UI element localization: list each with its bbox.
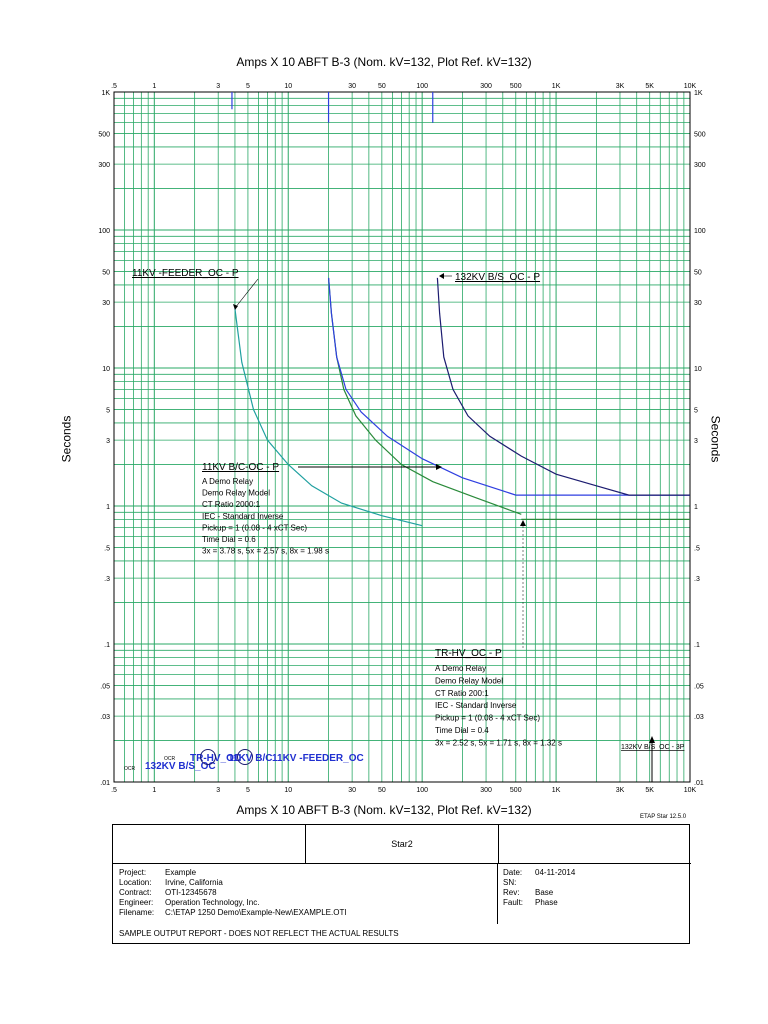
- y-tick-label-right: 3: [694, 438, 698, 446]
- x-tick-label-bottom: 1K: [551, 787, 561, 794]
- relay-bc-line: IEC - Standard Inverse: [202, 511, 284, 521]
- tb-row-project: Project: Example: [119, 868, 197, 877]
- y-tick-label-left: 10: [102, 366, 110, 373]
- chart-title-bottom: Amps X 10 ABFT B-3 (Nom. kV=132, Plot Ref. kV=132): [236, 803, 532, 817]
- x-tick-label-top: 30: [348, 83, 357, 90]
- title-block-revision-info: [503, 868, 575, 908]
- relay-tr-line: CT Ratio 200:1: [435, 688, 489, 698]
- x-tick-label-bottom: 500: [509, 787, 522, 794]
- y-tick-label-left: 3: [106, 438, 110, 446]
- y-tick-label-right: 1: [694, 504, 698, 511]
- x-tick-label-top: 1K: [551, 83, 561, 90]
- leader-arrow-132kv-bs: [439, 273, 444, 279]
- y-tick-label-right: .05: [694, 683, 704, 691]
- y-tick-label-left: 30: [102, 300, 110, 308]
- device-label-11kv-bc: 11KV B/C: [228, 753, 273, 764]
- chart-title-top: Amps X 10 ABFT B-3 (Nom. kV=132, Plot Ref. kV=132): [236, 55, 532, 69]
- ocr-tag: OCR: [124, 766, 136, 772]
- tb-row-date: Date: 04-11-2014: [503, 868, 576, 877]
- relay-bc-name: 11KV B/C-OC - P: [202, 462, 280, 473]
- leader-feeder: [235, 279, 258, 308]
- title-block: [112, 824, 690, 944]
- y-tick-label-right: 50: [694, 269, 702, 277]
- device-label-tr-hv: TR-HV_OC: [190, 753, 242, 764]
- x-tick-label-top: 10: [284, 83, 293, 90]
- title-block-project-info: [119, 868, 347, 918]
- x-tick-label-bottom: 50: [377, 787, 386, 794]
- tb-row-filename: Filename: C:\ETAP 1250 Demo\Example-New\EXAMPLE.OTI: [119, 908, 347, 917]
- y-tick-label-left: 1: [106, 504, 110, 511]
- x-tick-label-bottom: 10K: [683, 787, 697, 794]
- relay-tr-line: Pickup = 1 (0.08 - 4 xCT Sec): [435, 713, 541, 723]
- y-tick-label-right: 100: [694, 228, 706, 235]
- y-tick-label-left: .03: [100, 714, 110, 722]
- y-tick-label-left: 500: [98, 131, 110, 139]
- x-tick-label-top: .5: [111, 83, 117, 90]
- x-tick-label-top: 5K: [645, 83, 654, 90]
- y-tick-label-right: .3: [694, 576, 700, 584]
- title-block-cell-right: [498, 825, 691, 864]
- y-tick-label-right: 300: [694, 162, 706, 170]
- y-tick-label-left: 5: [106, 407, 110, 415]
- x-tick-label-top: 10K: [683, 83, 697, 90]
- y-tick-label-right: 5: [694, 407, 698, 415]
- x-tick-label-bottom: 3: [216, 787, 221, 794]
- ocr-tag: OCR: [164, 756, 176, 762]
- x-tick-label-bottom: 5K: [645, 787, 654, 794]
- y-tick-label-right: 30: [694, 300, 702, 308]
- y-tick-label-left: .5: [104, 545, 110, 553]
- device-label-132kv-bs: 132KV B/S_OC: [145, 761, 216, 772]
- label-132kv-bs: 132KV B/S_OC - P: [455, 272, 541, 283]
- disclaimer-note: SAMPLE OUTPUT REPORT - DOES NOT REFLECT THE ACTUAL RESULTS: [119, 929, 399, 938]
- y-tick-label-left: .01: [100, 780, 110, 787]
- relay-bc-line: Pickup = 1 (0.08 - 4 xCT Sec): [202, 523, 308, 533]
- title-block-cell-left: [113, 825, 306, 864]
- curve-2: [329, 278, 522, 514]
- y-tick-label-left: 50: [102, 269, 110, 277]
- software-version: ETAP Star 12.5.0: [640, 814, 687, 820]
- y-tick-label-left: 100: [98, 228, 110, 235]
- label-feeder: 11KV -FEEDER_OC - P: [132, 268, 239, 279]
- relay-tr-line: Demo Relay Model: [435, 676, 504, 686]
- y-tick-label-left: 300: [98, 162, 110, 170]
- x-tick-label-bottom: 30: [348, 787, 357, 794]
- title-block-divider: [113, 863, 691, 864]
- x-tick-label-top: 50: [377, 83, 386, 90]
- y-tick-label-left: .3: [104, 576, 110, 584]
- tb-row-fault: Fault: Phase: [503, 898, 558, 907]
- y-tick-label-left: .1: [104, 642, 110, 649]
- y-tick-label-right: 10: [694, 366, 702, 373]
- relay-tr-line: A Demo Relay: [435, 664, 487, 673]
- y-tick-label-right: 1K: [694, 90, 703, 97]
- x-tick-label-top: 3: [216, 83, 221, 90]
- y-axis-label-left: Seconds: [59, 415, 74, 463]
- x-tick-label-top: 500: [509, 83, 522, 90]
- device-label-11kv-feeder: 11KV -FEEDER_OC: [272, 753, 364, 764]
- relay-tr-name: TR-HV_OC - P: [435, 648, 502, 659]
- title-block-name: Star2: [391, 839, 413, 849]
- relay-tr-line: 3x = 2.52 s, 5x = 1.71 s, 8x = 1.32 s: [435, 738, 562, 748]
- y-tick-label-right: 500: [694, 131, 706, 139]
- leader-arrow-relay-bc: [436, 464, 442, 470]
- x-tick-label-bottom: 5: [245, 787, 250, 794]
- title-block-vertical-divider: [497, 863, 498, 924]
- x-tick-label-top: 300: [480, 83, 492, 90]
- y-tick-label-right: .5: [694, 545, 700, 553]
- curve-3: [329, 278, 690, 495]
- tb-row-contract: Contract: OTI-12345678: [119, 888, 217, 897]
- tb-row-engineer: Engineer: Operation Technology, Inc.: [119, 898, 260, 907]
- y-tick-label-right: .01: [694, 780, 704, 787]
- x-tick-label-bottom: 100: [416, 787, 429, 794]
- x-tick-label-top: 5: [245, 83, 250, 90]
- relay-bc-line: A Demo Relay: [202, 477, 254, 486]
- relay-tr-line: Time Dial = 0.4: [435, 726, 489, 735]
- plot-frame: [114, 92, 690, 782]
- x-tick-label-bottom: .5: [111, 787, 117, 794]
- x-tick-label-top: 3K: [615, 83, 625, 90]
- tb-row-rev: Rev: Base: [503, 888, 554, 897]
- x-tick-label-bottom: 300: [480, 787, 492, 794]
- y-axis-label-right: Seconds: [708, 415, 723, 463]
- relay-bc-line: Demo Relay Model: [202, 488, 271, 498]
- relay-bc-line: Time Dial = 0.6: [202, 535, 256, 544]
- relay-bc-line: CT Ratio 2000:1: [202, 500, 261, 510]
- y-tick-label-left: 1K: [101, 90, 110, 97]
- y-tick-label-right: .1: [694, 642, 700, 649]
- x-tick-label-bottom: 3K: [615, 787, 625, 794]
- x-tick-label-top: 100: [416, 83, 429, 90]
- x-tick-label-bottom: 10: [284, 787, 293, 794]
- leader-arrow-relay-tr: [520, 520, 526, 526]
- y-tick-label-right: .03: [694, 714, 704, 722]
- x-tick-label-bottom: 1: [152, 787, 157, 794]
- fault-label: 132KV B/S_OC - 3P: [621, 744, 685, 751]
- relay-tr-line: IEC - Standard Inverse: [435, 701, 517, 711]
- curve-4: [437, 278, 690, 495]
- tb-row-sn: SN:: [503, 878, 517, 887]
- y-tick-label-left: .05: [100, 683, 110, 691]
- tb-row-location: Location: Irvine, California: [119, 878, 223, 887]
- relay-bc-line: 3x = 3.78 s, 5x = 2.57 s, 8x = 1.98 s: [202, 546, 329, 556]
- x-tick-label-top: 1: [152, 83, 157, 90]
